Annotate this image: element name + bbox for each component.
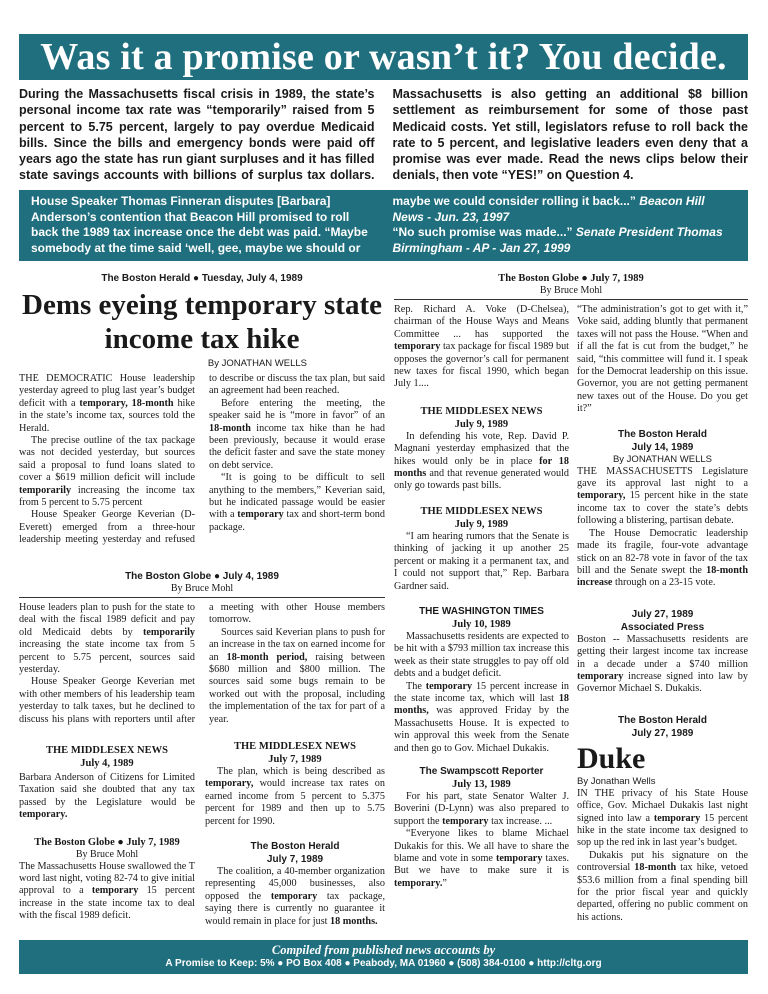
- article-date: July 13, 1989: [452, 778, 511, 790]
- intro-paragraph: During the Massachusetts fiscal crisis in 1989, the state’s personal income tax rate was “temporarily” raised from 5 percent to 5.75 percent, largely to pay overdue Medicaid bills. Since the bills and emergency bonds were paid off years ago the state has run giant surpluses and it has filled state savings accounts with billions of surplus tax dollars. Massachusetts is also getting an additional $8 billion settlement as reimbursement for some of those past Medicaid costs. Yet still, legislators refuse to roll back the rate to 5 percent, and legislative leaders even deny that a promise was ever made. Read the news clips below their denials, then vote “YES!” on Question 4.: [19, 87, 748, 183]
- article-source: The Boston Globe ● July 7, 1989: [34, 836, 180, 848]
- footer-contact: A Promise to Keep: 5% ● PO Box 408 ● Peabody, MA 01960 ● (508) 384-0100 ● http://cltg.org: [165, 958, 602, 969]
- quote-box: [19, 190, 748, 261]
- article-source: The Boston Herald: [618, 714, 707, 726]
- birmingham-quote: “No such promise was made...”: [392, 225, 573, 239]
- article-date: July 7, 1989: [266, 854, 324, 866]
- article-source: THE MIDDLESEX NEWS: [46, 745, 168, 756]
- article-headline: Dems eyeing temporary state income tax hike: [22, 289, 382, 355]
- article-date: July 9, 1989: [454, 518, 509, 530]
- article-source: THE MIDDLESEX NEWS: [420, 405, 543, 417]
- article-source: The Boston Herald: [250, 841, 340, 853]
- article-byline: By JONATHAN WELLS: [207, 358, 307, 369]
- article-body: THE DEMOCRATIC House leadership yesterday agreed to plug last year’s budget deficit with a temporary, 18-month hike in the state’s income tax, sources told the Herald. The precise outline of the tax package was not decided yesterday, but sources said a proposal to fund loans slated to cover a $619 million deficit will include temporarily increasing the income tax from 5 percent to 5.75 percent House Speaker George Keverian (D-Everett) emerged from a three-hour leadership meeting yesterday and refused to describe or discuss the tax plan, but said an agreement had been reached. Before entering the meeting, the speaker said he is “more in favor” of an 18-month income tax hike than he had been previously, because it would erase the deficit faster and save the state money on debt service. “It is going to be difficult to sell anything to the members,” Keverian said, but he indicated passage would be easier with a temporary tax and short-term bond package.: [19, 373, 385, 546]
- birmingham-citation: Senate President Thomas Birmingham - AP - Jan 27, 1999: [392, 225, 723, 255]
- article-byline: By Bruce Mohl: [539, 285, 603, 296]
- article-date: July 27, 1989: [631, 727, 694, 739]
- article-herald-july7: The Boston Herald July 7, 1989 The coalition, a 40-member organization representing 45,000 businesses, also opposed the temporary tax package, saying there is currently no guarantee it would remain in place for just 18 months.: [205, 841, 385, 927]
- article-middlesex-july9-a: THE MIDDLESEX NEWS July 9, 1989 In defending his vote, Rep. David P. Magnani yesterday emphasized that the hikes would only be in place for 18 months and that revenue generated would only go towards past bills.: [394, 405, 569, 492]
- footer-banner: [19, 940, 748, 974]
- article-date: July 14, 1989: [631, 441, 694, 453]
- article-source: The Boston Herald: [618, 428, 707, 440]
- article-date: July 9, 1989: [454, 418, 509, 430]
- article-herald-july14: The Boston Herald July 14, 1989 By JONATHAN WELLS THE MASSACHUSETTS Legislature gave its approval last night to a temporary, 15 percent hike in the state income tax to cover the state’s debts following a blistering, partisan debate. The House Democratic leadership made its fragile, four-vote advantage stick on an 82-78 vote in favor of the tax bill and the Senate swept the 18-month increase through on a 23-15 vote.: [577, 428, 748, 589]
- article-washington-times: THE WASHINGTON TIMES July 10, 1989 Massachusetts residents are expected to be hit with a $793 million tax increase this week as their state struggles to pay off old debts and a budget deficit. The temporary 15 percent increase in the state income tax, which will last 18 months, was approved Friday by the Massachusetts House. It is expected to win approval this week from the Senate and then go to Gov. Michael Dukakis.: [394, 605, 569, 754]
- article-byline: By Bruce Mohl: [170, 583, 234, 594]
- article-date: July 7, 1989: [268, 754, 322, 765]
- article-source: Associated Press: [620, 621, 705, 633]
- article-herald-july27: The Boston Herald July 27, 1989 Duke By Jonathan Wells IN THE privacy of his State House office, Gov. Michael Dukakis last night signed into law a temporary 15 percent hike in the state income tax designed to sop up the red ink in last year’s budget. Dukakis put his signature on the controversial 18-month tax hike, vetoed $53.6 million from a final spending bill for the prior fiscal year and quickly departed, offering no public comment on his actions.: [577, 714, 749, 923]
- article-date: July 4, 1989: [80, 758, 134, 769]
- finneran-citation: Beacon Hill News - Jun. 23, 1997: [392, 194, 705, 224]
- article-byline: By Bruce Mohl: [75, 848, 139, 860]
- headline-banner: [19, 34, 748, 80]
- article-source: THE MIDDLESEX NEWS: [234, 741, 356, 752]
- article-globe-july7-continued: “The administration’s got to get with it,” Voke said, adding bluntly that permanent taxes will not pass the House. “When and if all the fat is cut from the budget,” he said, “this committee will fund it. I speak for the Democrat leadership on this issue. Governor, you are not getting permanent new taxes out of the House. Do you get it?”: [577, 304, 748, 415]
- middle-column: [394, 304, 569, 890]
- article-date: July 10, 1989: [452, 618, 511, 630]
- article-date: July 27, 1989: [631, 608, 694, 620]
- article-source: The Boston Globe ● July 7, 1989: [498, 273, 644, 284]
- article-herald-july4: [19, 272, 385, 547]
- article-byline: By Jonathan Wells: [577, 775, 656, 787]
- article-source: THE WASHINGTON TIMES: [419, 605, 544, 617]
- article-swampscott: The Swampscott Reporter July 13, 1989 For his part, state Senator Walter J. Boverini (D-Lynn) was also prepared to support the temporary tax increase. ... “Everyone likes to blame Michael Dukakis for this. We all have to share the blame and vote in some temporary taxes. But we have to make sure it is temporary.”: [394, 765, 569, 889]
- article-source: The Boston Herald ● Tuesday, July 4, 1989: [101, 273, 303, 284]
- article-source: The Boston Globe ● July 4, 1989: [125, 571, 279, 582]
- article-globe-july7-b: Rep. Richard A. Voke (D-Chelsea), chairman of the House Ways and Means Committee ... has supported the temporary tax package for fiscal 1989 but opposes the governor’s call for permanent new taxes for fiscal 1990, which began July 1....: [394, 304, 569, 390]
- page-headline: Was it a promise or wasn’t it? You decide.: [40, 36, 727, 78]
- article-ap-july27: July 27, 1989 Associated Press Boston -- Massachusetts residents are getting their largest income tax increase in a decade under a $740 million temporary increase signed into law by Governor Michael S. Dukakis.: [577, 608, 748, 695]
- article-middlesex-july4: THE MIDDLESEX NEWS July 4, 1989 Barbara Anderson of Citizens for Limited Taxation said she doubted that any tax passed by the Legislature would be temporary.: [19, 745, 195, 821]
- finneran-quote: House Speaker Thomas Finneran disputes [Barbara] Anderson’s contention that Beacon Hill promised to roll back the 1989 tax increase once the debt was paid. “Maybe somebody at the time said ‘well, gee, maybe we should or maybe we could consider rolling it back...”: [31, 194, 636, 255]
- globe-july7-header: [394, 272, 748, 304]
- article-source: THE MIDDLESEX NEWS: [420, 505, 543, 517]
- right-subcolumn: [205, 740, 385, 928]
- article-byline: By JONATHAN WELLS: [612, 453, 713, 465]
- right-column: [577, 304, 748, 924]
- article-source: The Swampscott Reporter: [419, 765, 544, 777]
- article-headline: Duke: [577, 741, 646, 775]
- article-globe-july4: [19, 570, 385, 726]
- article-globe-july7-a: The Boston Globe ● July 7, 1989 By Bruce Mohl The Massachusetts House swallowed the T word last night, voting 82-74 to give initial approval to a temporary 15 percent increase in the state income tax to deal with the fiscal 1989 deficit.: [19, 836, 195, 922]
- article-middlesex-july7: THE MIDDLESEX NEWS July 7, 1989 The plan, which is being described as temporary, would increase tax rates on earned income from 5 percent to 5.375 percent for 1989 and then up to 5.75 percent for 1990.: [205, 741, 385, 827]
- article-body: House leaders plan to push for the state to deal with the fiscal 1989 deficit and pay old Medicaid debts by temporarily increasing the state income tax from 5 percent to 5.75 percent, sources said yesterday. House Speaker George Keverian met with other members of his leadership team yesterday to talk taxes, but he declined to discuss his plans with reporters until after a meeting with other House members tomorrow. Sources said Keverian plans to push for an increase in the tax on earned income for an 18-month period, raising between $680 million and $800 million. The sources said some bugs remain to be worked out with the proposal, including the implementation of the tax for part of a year.: [19, 602, 385, 725]
- left-subcolumn: [19, 744, 195, 923]
- article-middlesex-july9-b: THE MIDDLESEX NEWS July 9, 1989 “I am hearing rumors that the Senate is thinking of jacking it up another 25 percent or making it a permanent tax, and I could not support that,” Rep. Barbara Gardner said.: [394, 505, 569, 592]
- footer-credit: Compiled from published news accounts by: [271, 943, 496, 957]
